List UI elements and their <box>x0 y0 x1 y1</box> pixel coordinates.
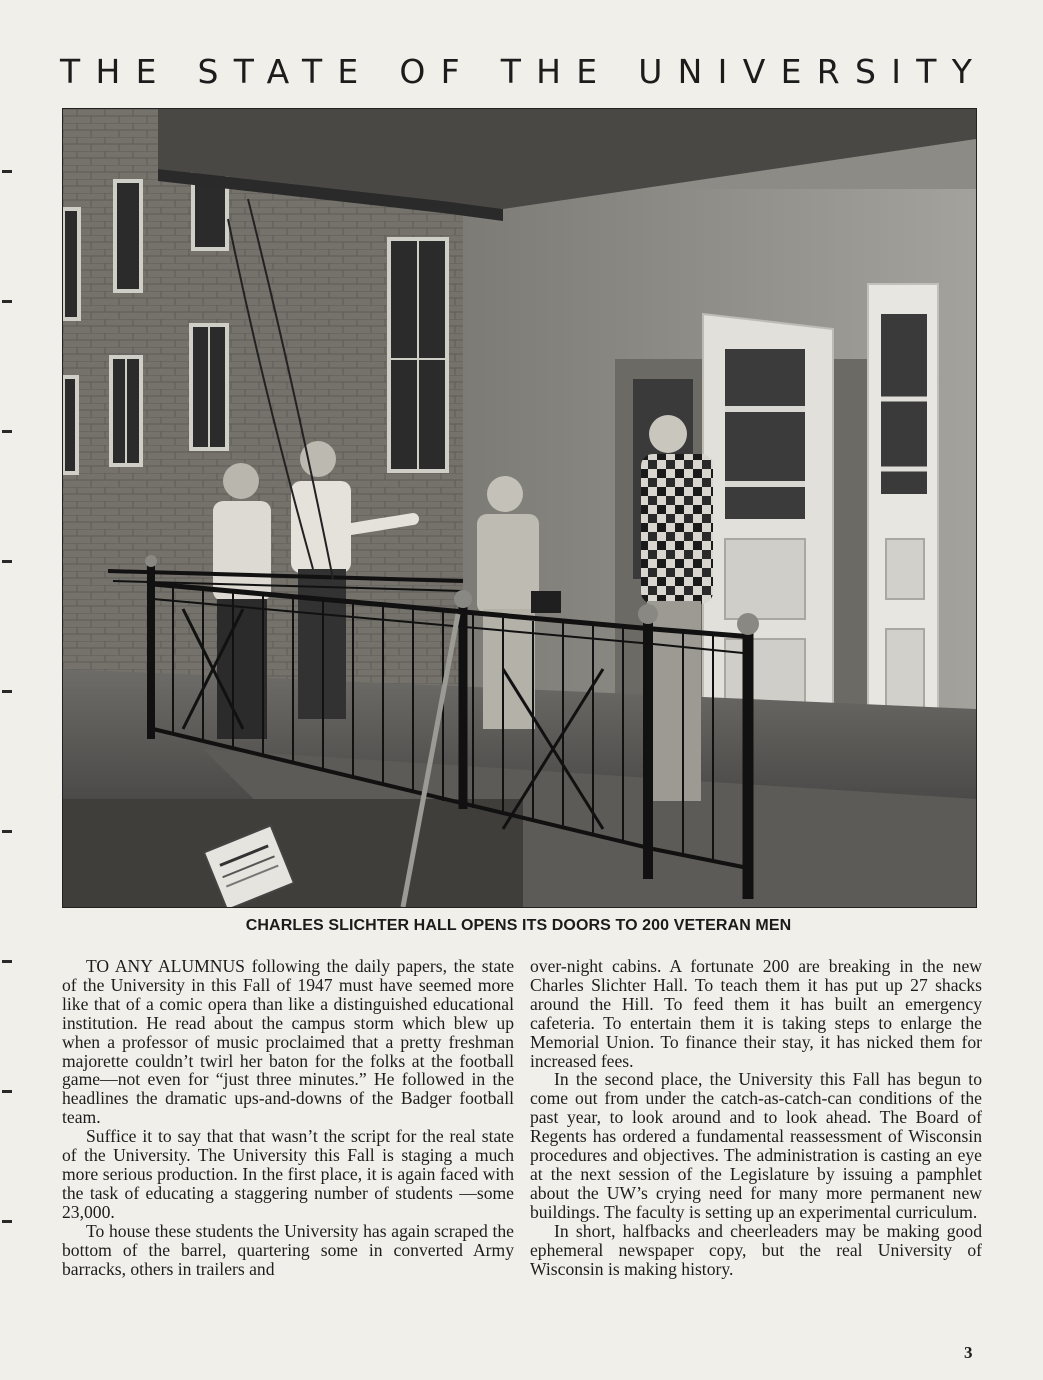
photo-caption: CHARLES SLICHTER HALL OPENS ITS DOORS TO 200 VETERAN MEN <box>245 917 792 934</box>
article-paragraph: TO ANY ALUMNUS following the daily papers, the state of the University in this Fall of 1947 must have seemed more like that of a comic opera than like a distinguished educational institution. He read about the campus storm which blew up when a professor of music proclaimed that a pretty freshman majorette couldn’t twirl her baton for the folks at the football game—not even for “just three minutes.” He followed in the headlines the dramatic ups-and-downs of the Badger football team. <box>62 956 514 1128</box>
article-paragraph: In the second place, the University this Fall has begun to come out from under the catch-as-catch-can conditions of the past year, to look around and to look ahead. The Board of Regents has ordered a fundamental reassessment of Wisconsin procedures and objectives. The administration is casting an eye at the next session of the Legislature by issuing a pamphlet about the UW’s crying need for many more permanent new buildings. The faculty is setting up an experimental curriculum. <box>530 1069 982 1222</box>
page-headline: THE STATE OF THE UNIVERSITY <box>60 52 988 91</box>
binder-hole-marks <box>0 140 14 1340</box>
page-number: 3 <box>964 1343 973 1362</box>
article-column-right <box>530 957 982 1278</box>
slichter-hall-photo <box>62 108 977 908</box>
article-paragraph: over-night cabins. A fortunate 200 are breaking in the new Charles Slichter Hall. To teach them it has put up 27 shacks around the Hill. To feed them it has built an emergency cafeteria. To entertain them it is taking steps to enlarge the Memorial Union. To finance their stay, it has nicked them for increased fees. <box>530 956 982 1071</box>
article-paragraph: Suffice it to say that that wasn’t the script for the real state of the University. The University this Fall is staging a much more serious production. In the first place, it is again faced with the task of educating a staggering number of students —some 23,000. <box>62 1126 514 1222</box>
article-paragraph: In short, halfbacks and cheerleaders may be making good ephemeral newspaper copy, but the real University of Wisconsin is making history. <box>530 1220 982 1279</box>
photo-illustration <box>63 109 976 907</box>
article-paragraph: To house these students the University has again scraped the bottom of the barrel, quartering some in converted Army barracks, others in trailers and <box>62 1220 514 1279</box>
article-column-left <box>62 957 514 1278</box>
